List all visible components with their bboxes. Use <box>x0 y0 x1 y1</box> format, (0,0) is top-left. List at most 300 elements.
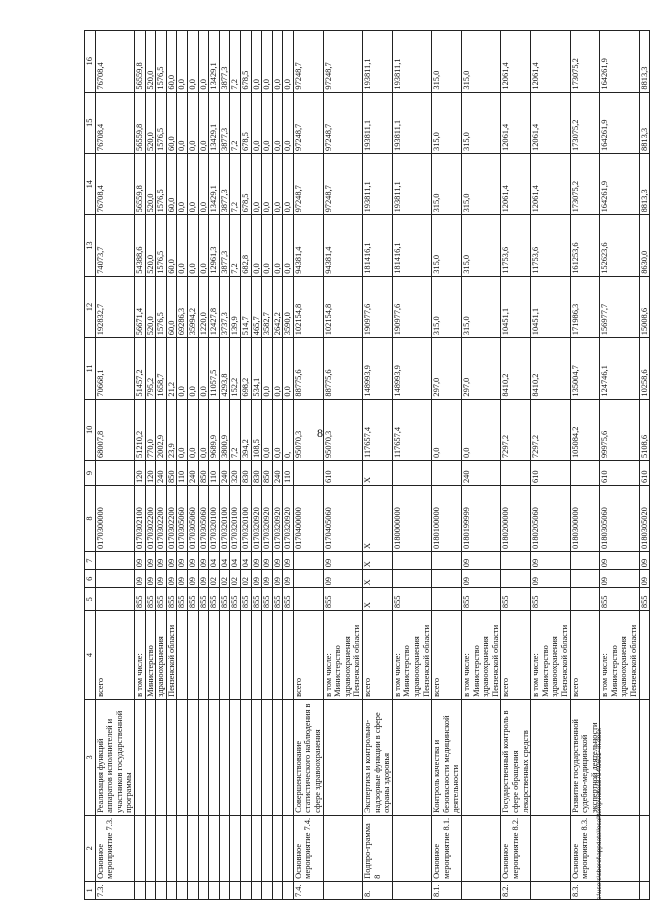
table-cell-col5: 855 <box>501 588 531 611</box>
table-cell-col9: 240 <box>219 461 230 486</box>
table-cell-col16: 1576,5 <box>156 31 167 93</box>
table-cell-col3: Совершенствование статистического наблюдения в сфере здравоохранения <box>293 699 323 815</box>
table-cell-col16: 0,0 <box>272 31 283 93</box>
table-cell-col2 <box>639 815 650 881</box>
table-cell-col8: 0180100000 <box>432 486 462 552</box>
table-cell-col3 <box>272 699 283 815</box>
table-cell-col12: 465,7 <box>251 276 262 337</box>
table-row <box>95 31 134 900</box>
table-cell-col15: 97248,7 <box>293 92 323 153</box>
column-number-8: 8 <box>85 486 96 552</box>
table-cell-col7: 04 <box>230 552 241 570</box>
table-cell-col14: 12061,4 <box>501 153 531 214</box>
table-cell-col9: X <box>363 461 393 486</box>
table-cell-col10: 0,0 <box>432 399 462 460</box>
table-cell-col6: 09 <box>272 570 283 588</box>
table-cell-col7: 09 <box>323 552 362 570</box>
column-number-4: 4 <box>85 611 96 700</box>
table-cell-col5: 855 <box>209 588 220 611</box>
file-path-footer: c:\users\sborol\appdata\local\temp\notes8794\0601~in.docx <box>596 728 603 900</box>
table-cell-col1 <box>262 881 273 899</box>
table-cell-col15: 12061,4 <box>501 92 531 153</box>
table-cell-col6: 09 <box>461 570 500 588</box>
table-cell-col3 <box>219 699 230 815</box>
table-cell-col7 <box>95 552 134 570</box>
table-cell-col8: 0170400000 <box>293 486 323 552</box>
column-number-5: 5 <box>85 588 96 611</box>
table-cell-col9: 240 <box>156 461 167 486</box>
table-cell-col10: 117657,4 <box>363 399 393 460</box>
table-cell-col11: 0,0 <box>187 338 198 399</box>
table-cell-col6 <box>432 570 462 588</box>
table-cell-col14: 56559,8 <box>134 153 145 214</box>
table-cell-col10: 394,2 <box>240 399 251 460</box>
table-cell-col4: всего <box>95 611 134 700</box>
table-cell-col6: 09 <box>262 570 273 588</box>
table-cell-col8: 0180300000 <box>570 486 600 552</box>
table-cell-col15: 3877,3 <box>219 92 230 153</box>
table-cell-col2: Основное мероприятие 7.4. <box>293 815 323 881</box>
table-cell-col2: Основное мероприятие 8.1. <box>432 815 462 881</box>
table-cell-col15: 0,0 <box>187 92 198 153</box>
table-cell-col8: 0180000000 <box>392 486 431 552</box>
table-cell-col7: 09 <box>262 552 273 570</box>
table-cell-col3 <box>461 699 500 815</box>
table-cell-col11: 148993,9 <box>363 338 393 399</box>
table-row <box>363 31 393 900</box>
column-number-11: 11 <box>85 338 96 399</box>
table-cell-col6: 02 <box>209 570 220 588</box>
table-cell-col11: 8410,2 <box>501 338 531 399</box>
table-cell-col11: 534,1 <box>251 338 262 399</box>
table-cell-col14: 0,0 <box>251 153 262 214</box>
table-cell-col1: 7.3. <box>95 881 134 899</box>
page-number: 8 <box>317 426 323 440</box>
table-cell-col8: 0170305060 <box>198 486 209 552</box>
table-cell-col6 <box>392 570 431 588</box>
table-cell-col3 <box>230 699 241 815</box>
table-cell-col3 <box>262 699 273 815</box>
table-cell-col3 <box>209 699 220 815</box>
table-cell-col11: 297,0 <box>432 338 462 399</box>
table-cell-col10: 95070,3 <box>323 399 362 460</box>
table-cell-col15: 173075,2 <box>570 92 600 153</box>
table-cell-col5: 855 <box>166 588 177 611</box>
table-cell-col14: 315,0 <box>432 153 462 214</box>
table-cell-col15: 13429,1 <box>209 92 220 153</box>
table-cell-col2 <box>209 815 220 881</box>
table-cell-col9 <box>95 461 134 486</box>
table-cell-col4: в том числе: Министерство здравоохранения Пензенской области <box>531 611 570 700</box>
table-cell-col1 <box>145 881 156 899</box>
table-cell-col10: 2002,9 <box>156 399 167 460</box>
table-cell-col11: 4293,8 <box>219 338 230 399</box>
table-cell-col12: 1220,0 <box>198 276 209 337</box>
table-cell-col5: 855 <box>219 588 230 611</box>
table-cell-col4: всего <box>432 611 462 700</box>
table-row <box>251 31 262 900</box>
table-cell-col1 <box>251 881 262 899</box>
table-cell-col5: 855 <box>639 588 650 611</box>
table-cell-col2: Подпро-грамма 8 <box>363 815 393 881</box>
table-cell-col11: 148993,9 <box>392 338 431 399</box>
table-cell-col15: 1576,5 <box>156 92 167 153</box>
table-cell-col8: X <box>363 486 393 552</box>
table-cell-col11: 70668,1 <box>95 338 134 399</box>
table-cell-col16: 315,0 <box>461 31 500 93</box>
budget-table <box>84 30 650 900</box>
table-cell-col15: 60,0 <box>166 92 177 153</box>
table-cell-col2 <box>219 815 230 881</box>
table-cell-col7: 09 <box>283 552 294 570</box>
table-row <box>145 31 156 900</box>
table-cell-col4: всего <box>363 611 393 700</box>
table-cell-col2 <box>198 815 209 881</box>
table-cell-col9: 610 <box>531 461 570 486</box>
table-cell-col15: 193811,1 <box>392 92 431 153</box>
table-cell-col1 <box>198 881 209 899</box>
table-cell-col7: 09 <box>145 552 156 570</box>
table-cell-col16: 678,5 <box>240 31 251 93</box>
table-cell-col12: 171986,3 <box>570 276 600 337</box>
table-cell-col12: 69286,3 <box>177 276 188 337</box>
table-cell-col3 <box>187 699 198 815</box>
table-cell-col6: 09 <box>283 570 294 588</box>
table-cell-col8: 0170320100 <box>209 486 220 552</box>
table-cell-col4: в том числе: Министерство здравоохранения Пензенской области <box>323 611 362 700</box>
table-cell-col13: 60,0 <box>166 215 177 276</box>
table-cell-col3 <box>251 699 262 815</box>
table-cell-col10: 0,0 <box>198 399 209 460</box>
table-cell-col11: 51457,2 <box>134 338 145 399</box>
table-cell-col5: 855 <box>230 588 241 611</box>
table-cell-col12: 190977,6 <box>392 276 431 337</box>
table-cell-col9 <box>392 461 431 486</box>
table-row <box>639 31 650 900</box>
table-cell-col1: 8. <box>363 881 393 899</box>
table-cell-col7: 09 <box>600 552 639 570</box>
table-cell-col4: в том числе: <box>134 611 145 700</box>
table-cell-col13: 0,0 <box>198 215 209 276</box>
table-cell-col6: 09 <box>187 570 198 588</box>
table-cell-col12: 520,0 <box>145 276 156 337</box>
table-cell-col7: 04 <box>219 552 230 570</box>
table-cell-col1 <box>177 881 188 899</box>
table-cell-col16: 0,0 <box>251 31 262 93</box>
table-cell-col4: всего <box>570 611 600 700</box>
table-cell-col1 <box>461 881 500 899</box>
table-cell-col10: 95070,3 <box>293 399 323 460</box>
table-cell-col7: 09 <box>166 552 177 570</box>
table-cell-col3 <box>639 699 650 815</box>
table-cell-col10: 7,2 <box>230 399 241 460</box>
table-cell-col12: 15008,6 <box>639 276 650 337</box>
table-cell-col7 <box>570 552 600 570</box>
table-cell-col13: 0,0 <box>283 215 294 276</box>
table-cell-col6: 09 <box>177 570 188 588</box>
table-cell-col13: 74073,7 <box>95 215 134 276</box>
table-cell-col10: 0,0 <box>177 399 188 460</box>
table-cell-col12: 156977,7 <box>600 276 639 337</box>
table-cell-col14: 315,0 <box>461 153 500 214</box>
table-cell-col13: 520,0 <box>145 215 156 276</box>
table-cell-col14: 8813,3 <box>639 153 650 214</box>
table-row <box>432 31 462 900</box>
table-cell-col4 <box>209 611 220 700</box>
table-cell-col10: 23,9 <box>166 399 177 460</box>
table-cell-col11: 10258,6 <box>639 338 650 399</box>
table-cell-col9 <box>570 461 600 486</box>
table-cell-col3: Реализация функций аппаратов исполнителей и участников государственной программы <box>95 699 134 815</box>
table-cell-col10: 0,0 <box>461 399 500 460</box>
table-cell-col9: 120 <box>145 461 156 486</box>
table-cell-col6: 02 <box>230 570 241 588</box>
table-cell-col4 <box>283 611 294 700</box>
table-cell-col1 <box>134 881 145 899</box>
table-cell-col7 <box>293 552 323 570</box>
table-cell-col1 <box>219 881 230 899</box>
table-cell-col15: 56559,8 <box>134 92 145 153</box>
table-cell-col10: 68007,8 <box>95 399 134 460</box>
table-cell-col4 <box>230 611 241 700</box>
table-cell-col14: 164261,9 <box>600 153 639 214</box>
table-cell-col11: 0,0 <box>283 338 294 399</box>
table-cell-col8: 0170302200 <box>145 486 156 552</box>
table-cell-col10: 3800,9 <box>219 399 230 460</box>
table-cell-col6: 09 <box>531 570 570 588</box>
table-row <box>134 31 145 900</box>
table-cell-col8: 0170302100 <box>134 486 145 552</box>
table-cell-col8: 0170302200 <box>166 486 177 552</box>
table-cell-col4: в том числе: Министерство здравоохранения Пензенской области <box>461 611 500 700</box>
table-cell-col11: 124746,1 <box>600 338 639 399</box>
table-cell-col4 <box>219 611 230 700</box>
table-cell-col5: 855 <box>134 588 145 611</box>
table-cell-col14: 193811,1 <box>363 153 393 214</box>
table-cell-col8: 0170305060 <box>177 486 188 552</box>
table-row <box>240 31 251 900</box>
table-cell-col4: Министерство <box>145 611 156 700</box>
table-cell-col7: 09 <box>272 552 283 570</box>
table-cell-col11: 0,0 <box>262 338 273 399</box>
table-cell-col9: 240 <box>461 461 500 486</box>
table-cell-col14: 678,5 <box>240 153 251 214</box>
table-cell-col14: 3877,3 <box>219 153 230 214</box>
table-cell-col3 <box>392 699 431 815</box>
table-cell-col14: 0,0 <box>187 153 198 214</box>
table-cell-col1 <box>639 881 650 899</box>
table-cell-col3 <box>323 699 362 815</box>
table-cell-col1: 8.3. <box>570 881 600 899</box>
table-cell-col16: 193811,1 <box>363 31 393 93</box>
table-cell-col4: всего <box>501 611 531 700</box>
column-number-12: 12 <box>85 276 96 337</box>
table-row <box>600 31 639 900</box>
table-cell-col9: 850 <box>198 461 209 486</box>
table-cell-col11: 11057,5 <box>209 338 220 399</box>
table-cell-col13: 7,2 <box>230 215 241 276</box>
table-cell-col15: 12061,4 <box>531 92 570 153</box>
table-cell-col12: 10451,1 <box>531 276 570 337</box>
table-row <box>262 31 273 900</box>
table-cell-col8: 0170302200 <box>156 486 167 552</box>
column-number-16: 16 <box>85 31 96 93</box>
table-cell-col4 <box>187 611 198 700</box>
table-cell-col16: 12061,4 <box>531 31 570 93</box>
table-cell-col1 <box>240 881 251 899</box>
table-cell-col7: 09 <box>134 552 145 570</box>
table-cell-col13: 3877,3 <box>219 215 230 276</box>
table-cell-col15: 520,0 <box>145 92 156 153</box>
table-cell-col11: 88775,6 <box>323 338 362 399</box>
table-cell-col8: 0170320100 <box>219 486 230 552</box>
table-cell-col16: 164261,9 <box>600 31 639 93</box>
table-cell-col15: 0,0 <box>177 92 188 153</box>
table-cell-col8: 0170305060 <box>187 486 198 552</box>
table-cell-col9: 110 <box>177 461 188 486</box>
table-cell-col9: 830 <box>251 461 262 486</box>
table-cell-col8: 0170320920 <box>251 486 262 552</box>
table-cell-col9: 320 <box>230 461 241 486</box>
table-cell-col5: 855 <box>461 588 500 611</box>
table-cell-col16: 60,0 <box>166 31 177 93</box>
table-cell-col15: 678,5 <box>240 92 251 153</box>
table-cell-col9: 830 <box>240 461 251 486</box>
table-cell-col16: 7,2 <box>230 31 241 93</box>
table-cell-col6: 09 <box>251 570 262 588</box>
table-row <box>156 31 167 900</box>
table-cell-col5: 855 <box>251 588 262 611</box>
table-cell-col2 <box>600 815 639 881</box>
table-cell-col1 <box>156 881 167 899</box>
table-cell-col2 <box>156 815 167 881</box>
table-cell-col1 <box>392 881 431 899</box>
table-cell-col16: 520,0 <box>145 31 156 93</box>
table-row <box>177 31 188 900</box>
table-cell-col14: 7,2 <box>230 153 241 214</box>
table-cell-col7: 09 <box>639 552 650 570</box>
table-cell-col7: 04 <box>240 552 251 570</box>
table-cell-col13: 0,0 <box>272 215 283 276</box>
table-cell-col16: 0,0 <box>198 31 209 93</box>
table-cell-col9 <box>501 461 531 486</box>
column-number-10: 10 <box>85 399 96 460</box>
table-cell-col6: 09 <box>600 570 639 588</box>
table-cell-col6: 02 <box>219 570 230 588</box>
table-row <box>392 31 431 900</box>
table-cell-col6: 09 <box>156 570 167 588</box>
table-cell-col2 <box>145 815 156 881</box>
table-cell-col13: 0,0 <box>187 215 198 276</box>
column-number-15: 15 <box>85 92 96 153</box>
table-cell-col3 <box>240 699 251 815</box>
table-cell-col2 <box>166 815 177 881</box>
column-number-3: 3 <box>85 699 96 815</box>
table-cell-col8: 0180200000 <box>501 486 531 552</box>
table-cell-col3 <box>283 699 294 815</box>
table-cell-col4 <box>177 611 188 700</box>
table-cell-col4 <box>198 611 209 700</box>
table-cell-col11: 297,0 <box>461 338 500 399</box>
table-cell-col4: всего <box>293 611 323 700</box>
table-cell-col12: 10451,1 <box>501 276 531 337</box>
table-cell-col2 <box>531 815 570 881</box>
table-cell-col14: 76708,4 <box>95 153 134 214</box>
table-cell-col5: 855 <box>392 588 431 611</box>
table-cell-col12: 12427,8 <box>209 276 220 337</box>
table-cell-col14: 520,0 <box>145 153 156 214</box>
table-cell-col13: 94381,4 <box>293 215 323 276</box>
table-cell-col2 <box>251 815 262 881</box>
table-cell-col16: 193811,1 <box>392 31 431 93</box>
table-cell-col4: Пензенской области <box>166 611 177 700</box>
table-cell-col4 <box>639 611 650 700</box>
table-cell-col12: 56671,4 <box>134 276 145 337</box>
table-cell-col14: 0,0 <box>262 153 273 214</box>
table-cell-col5: 855 <box>262 588 273 611</box>
table-cell-col5: 855 <box>145 588 156 611</box>
table-cell-col6 <box>293 570 323 588</box>
table-cell-col14: 97248,7 <box>323 153 362 214</box>
table-cell-col16: 13429,1 <box>209 31 220 93</box>
table-cell-col9: 240 <box>187 461 198 486</box>
table-cell-col7: 09 <box>461 552 500 570</box>
table-cell-col13: 8630,0 <box>639 215 650 276</box>
table-cell-col16: 56559,8 <box>134 31 145 93</box>
table-cell-col9: 850 <box>262 461 273 486</box>
table-cell-col5: 855 <box>156 588 167 611</box>
table-cell-col13: 0,0 <box>177 215 188 276</box>
table-cell-col6 <box>501 570 531 588</box>
table-cell-col8: 0180205060 <box>531 486 570 552</box>
table-cell-col1 <box>283 881 294 899</box>
table-cell-col2 <box>461 815 500 881</box>
table-cell-col7: 09 <box>251 552 262 570</box>
table-cell-col3: Развитие государственной судебно-медицинской экспертной деятельности <box>570 699 600 815</box>
table-row <box>272 31 283 900</box>
table-cell-col6: 09 <box>166 570 177 588</box>
table-cell-col2 <box>240 815 251 881</box>
table-cell-col10: 770,0 <box>145 399 156 460</box>
table-cell-col15: 0,0 <box>251 92 262 153</box>
table-cell-col16: 3877,3 <box>219 31 230 93</box>
table-cell-col13: 94381,4 <box>323 215 362 276</box>
table-cell-col2 <box>187 815 198 881</box>
table-row <box>323 31 362 900</box>
table-cell-col9: 110 <box>283 461 294 486</box>
table-cell-col14: 13429,1 <box>209 153 220 214</box>
table-row <box>531 31 570 900</box>
table-cell-col7: 09 <box>531 552 570 570</box>
table-cell-col5: 855 <box>283 588 294 611</box>
table-cell-col5 <box>95 588 134 611</box>
table-cell-col11: 135004,7 <box>570 338 600 399</box>
table-cell-col12: 3582,7 <box>262 276 273 337</box>
table-cell-col10: 0,0 <box>272 399 283 460</box>
table-cell-col16: 0,0 <box>187 31 198 93</box>
table-cell-col1: 7.4. <box>293 881 323 899</box>
table-cell-col4: здравоохранения <box>156 611 167 700</box>
table-cell-col9: 610 <box>639 461 650 486</box>
table-row <box>219 31 230 900</box>
table-cell-col7: 09 <box>187 552 198 570</box>
table-cell-col7: 04 <box>209 552 220 570</box>
table-cell-col12: 2642,2 <box>272 276 283 337</box>
table-row <box>166 31 177 900</box>
table-cell-col6: 02 <box>240 570 251 588</box>
table-cell-col11: 1658,7 <box>156 338 167 399</box>
table-cell-col12: 514,7 <box>240 276 251 337</box>
